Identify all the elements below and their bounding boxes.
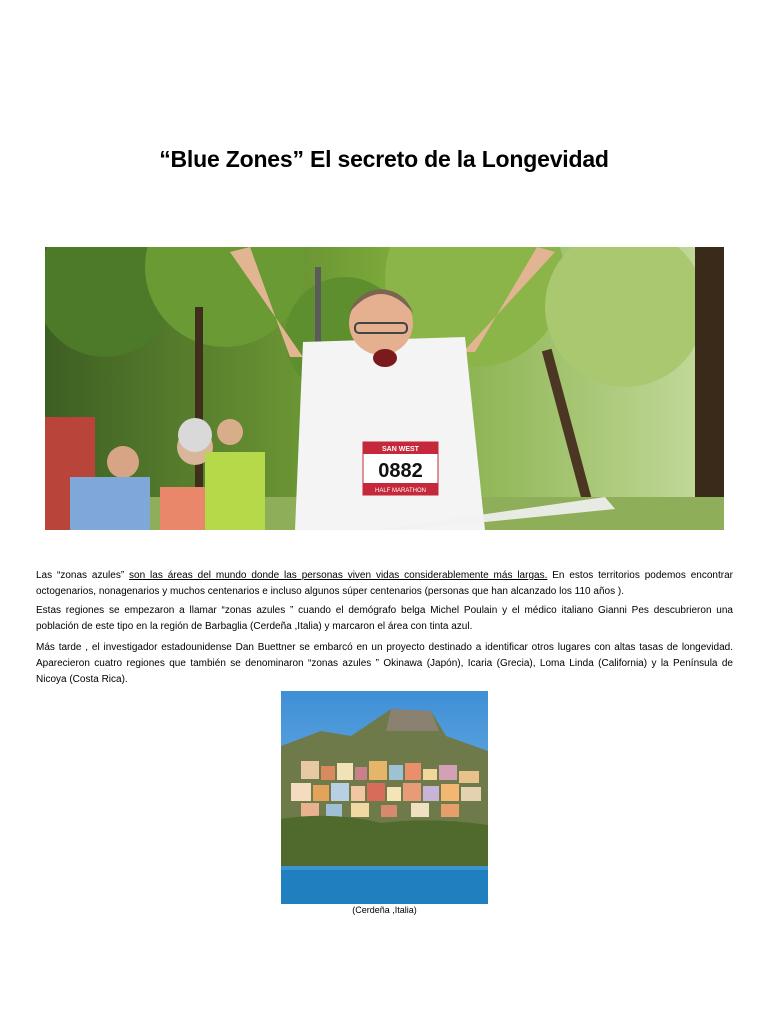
- paragraph-regions: Más tarde , el investigador estadounidense Dan Buettner se embarcó en un proyecto destinado a identificar otros lugares con altas tasas de longevidad. Aparecieron cuatro regiones que también se denominaron “zonas azules ” Okinawa (Japón), Icaria (Grecia), Loma Linda (California) y la Península de Nicoya (Costa Rica).: [36, 642, 733, 685]
- paragraph-intro-underlined: son las áreas del mundo donde las personas viven vidas considerablemente más largas.: [129, 570, 548, 581]
- photo-caption: (Cerdeña ,Italia): [352, 905, 417, 915]
- marathon-photo: [45, 247, 724, 530]
- paragraph-origin: Estas regiones se empezaron a llamar “zonas azules ” cuando el demógrafo belga Michel Poulain y el médico italiano Gianni Pes descubrieron una población de este tipo en la región de Barbaglia (Cerdeña ,Italia) y marcaron el área con tinta azul.: [36, 605, 733, 632]
- bib-number: 0882: [378, 460, 423, 482]
- sardinia-photo: [281, 691, 488, 904]
- bib-banner-text: SAN WEST: [382, 446, 419, 453]
- paragraph-intro-lead: Las “zonas azules”: [36, 570, 130, 581]
- paragraph-intro: [36, 568, 733, 600]
- bib-footer-text: HALF MARATHON: [375, 488, 426, 494]
- paragraph-intro-rest: En estos territorios podemos encontrar octogenarios, nonagenarios y muchos centenarios e incluso algunos súper centenarios (personas que han alcanzado los 110 años ).: [36, 570, 733, 597]
- document-title: “Blue Zones” El secreto de la Longevidad: [159, 146, 609, 172]
